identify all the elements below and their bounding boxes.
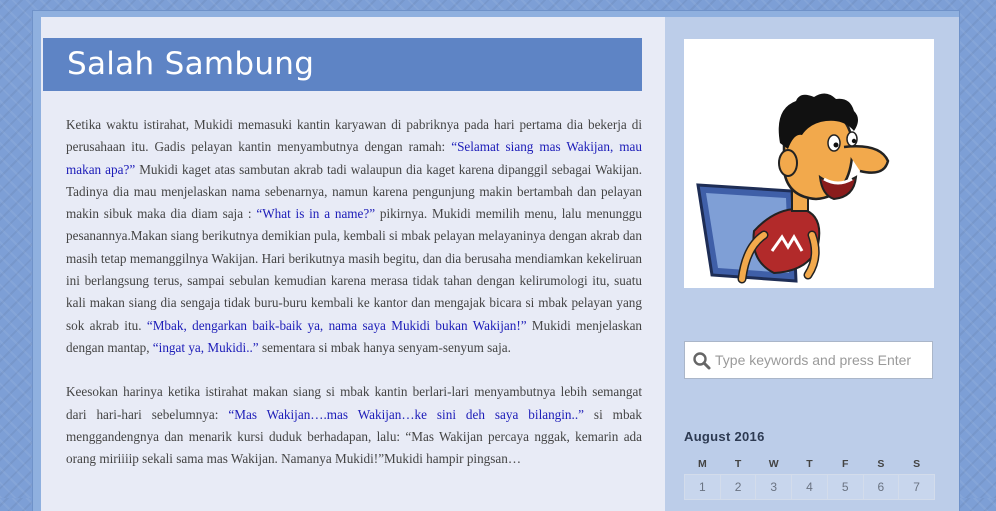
calendar-day-header: S	[913, 457, 921, 470]
sidebar	[665, 17, 959, 511]
post-text: Mukidi menjelaskan dengan mantap,	[66, 317, 643, 355]
search-box[interactable]	[684, 341, 933, 379]
search-icon[interactable]	[692, 351, 712, 371]
search-input[interactable]	[715, 348, 925, 372]
calendar-day-header: W	[768, 457, 779, 470]
calendar-week	[685, 475, 935, 500]
post-text: Ketika waktu istirahat, Mukidi memasuki kantin karyawan di pabriknya pada hari pertama dia bekerja di perusahaan itu. Gadis pelayan kantin menyambutnya dengan ramah:	[66, 117, 642, 155]
post-paragraph	[66, 381, 642, 470]
calendar-day[interactable]: 5	[827, 475, 863, 500]
post-text: pikirnya. Mukidi memilih menu, lalu menunggu pesanannya.Makan siang berikutnya demikian pula, kembali si mbak pelayan melayaninya dengan akrab dan masih tetap memanggilnya Wakijan. Hari berikutnya masih begitu, dan dia berusaha mendiamkan kekeliruan ini berlangsung terus, sampai sebulan kemudian karena merasa tidak tahan dengan kelirumologi itu, suatu kali makan siang dia sengaja tidak buru-buru kembali ke kantor dan mengajak bicara si mbak pelayan yang sok akrab itu.	[66, 206, 642, 333]
calendar-day-header: T	[734, 457, 742, 470]
post-text: si mbak menggandengnya dan menarik kursi duduk berhadapan, lalu: “Mas Wakijan percaya nggak, kemarin ada orang miriiiip sekali sama mas Wakijan. Namanya Mukidi!”Mukidi hampir pingsan…	[66, 406, 642, 467]
calendar-day[interactable]: 3	[756, 475, 792, 500]
post-paragraph	[66, 114, 642, 359]
post-body	[66, 114, 642, 492]
calendar-caption: August 2016	[684, 429, 765, 444]
post-quote: “Mas Wakijan….mas Wakijan…ke sini deh saya bilangin..”	[228, 406, 584, 422]
post-text: sementara si mbak hanya senyam-senyum saja.	[258, 339, 511, 355]
post-quote: “What is in a name?”	[256, 206, 376, 222]
calendar-day[interactable]: 7	[899, 475, 935, 500]
post-title[interactable]: Salah Sambung	[43, 38, 642, 91]
cartoon-illustration	[684, 39, 934, 288]
post-main	[41, 17, 665, 511]
calendar-day-header: F	[841, 457, 849, 470]
calendar-day-header: M	[697, 457, 707, 470]
calendar-day-header: T	[806, 457, 813, 470]
post-quote: “Mbak, dengarkan baik-baik ya, nama saya Mukidi bukan Wakijan!”	[146, 317, 527, 333]
calendar-day[interactable]: 6	[863, 475, 899, 500]
calendar	[684, 453, 935, 500]
calendar-day[interactable]: 1	[685, 475, 721, 500]
post-text: Keesokan harinya ketika istirahat makan siang si mbak kantin berlari-lari menyambutnya lebih semangat dari hari-hari sebelumnya:	[66, 384, 642, 422]
post-quote: “Selamat siang mas Wakijan, mau makan apa?”	[66, 139, 642, 177]
post-text: Mukidi kaget atas sambutan akrab tadi walaupun dia kaget karena dipanggil sebagai Wakijan. Tadinya dia mau menjelaskan nama sebenarnya, namun karena pengunjung makin bertambah dan pelayan makin sibuk maka dia diam saja :	[66, 161, 642, 222]
calendar-day[interactable]: 4	[792, 475, 828, 500]
blog-page	[32, 10, 960, 511]
cartoon-man-icon	[684, 39, 934, 288]
calendar-day-header: S	[877, 457, 885, 470]
post-quote: “ingat ya, Mukidi..”	[152, 339, 259, 355]
calendar-day[interactable]: 2	[720, 475, 756, 500]
